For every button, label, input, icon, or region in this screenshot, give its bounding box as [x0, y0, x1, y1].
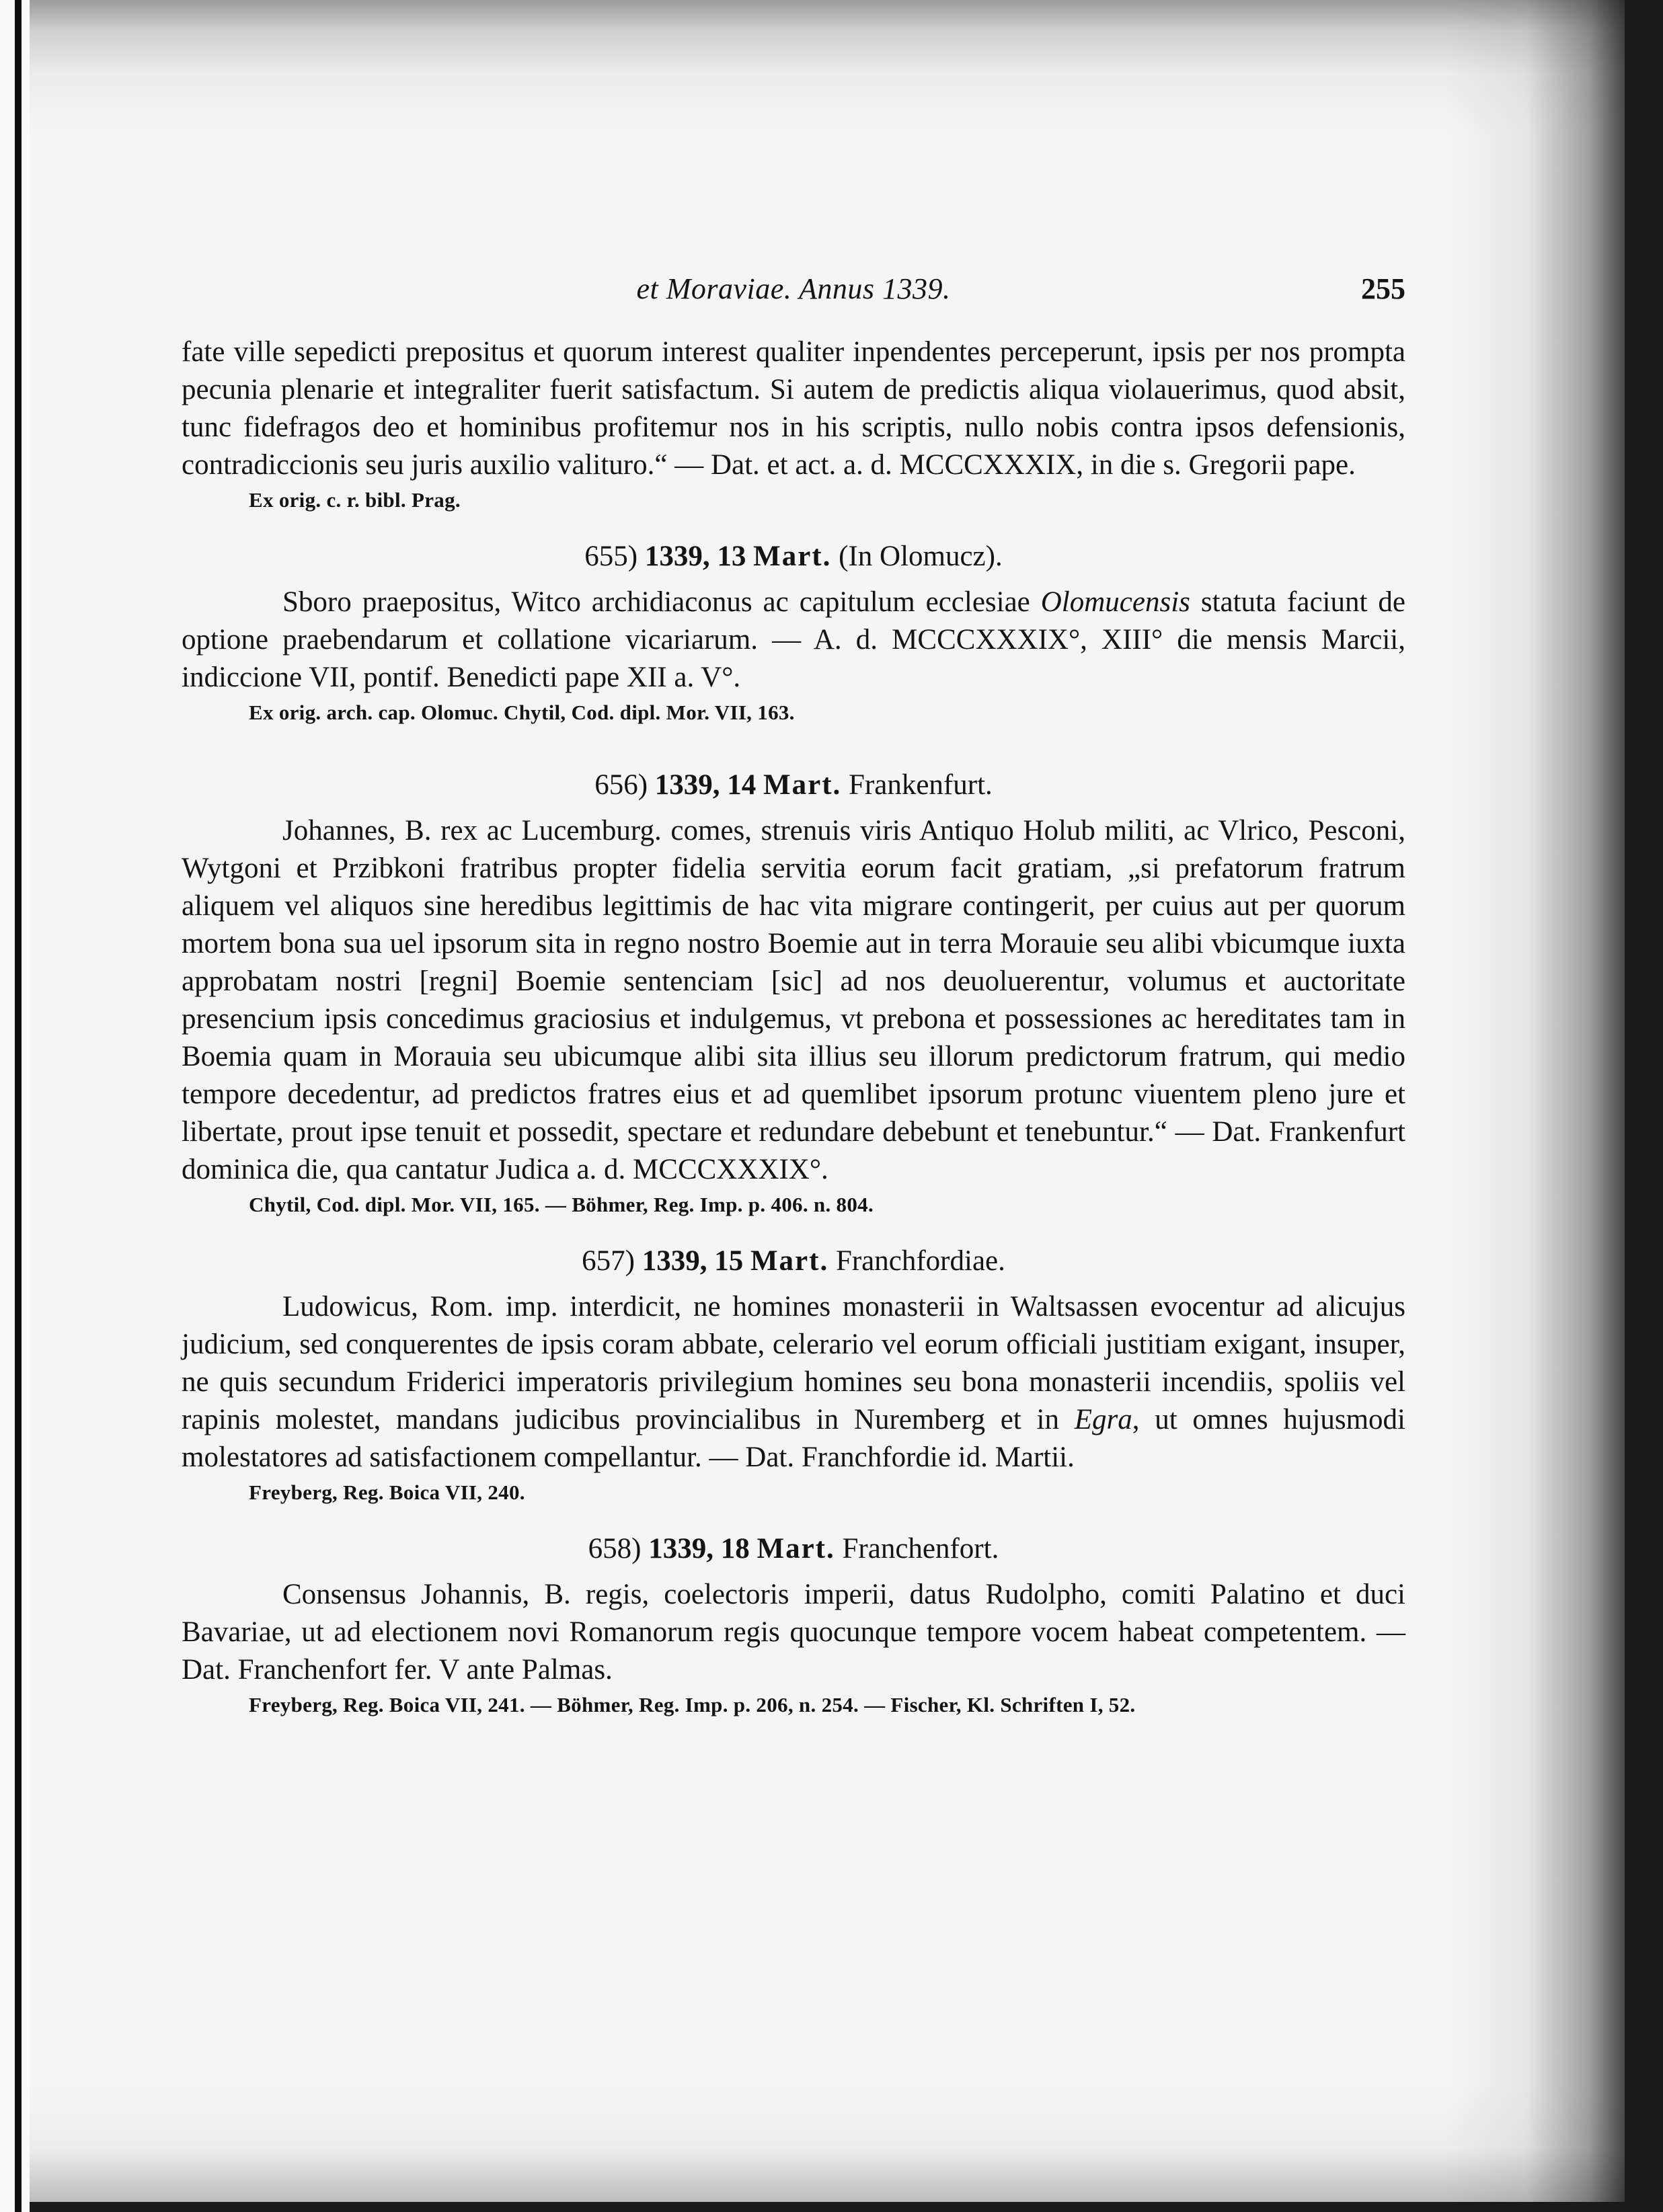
entry-place: (In Olomucz).	[839, 541, 1003, 572]
entry-text-part: Sboro praepositus, Witco archidiaconus ac capitulum ecclesiae	[282, 586, 1041, 618]
entry-text-part: Ludowicus, Rom. imp. interdicit, ne homines monasterii in Waltsassen evocentur ad alicujus judicium, sed conquerentes de ipsis coram abbate, celerario vel eorum officiali justitiam exigant, insuper, ne quis secundum Friderici imperatoris privilegium homines seu bona monasterii incendiis, spoliis vel rapinis molestet, mandans judicibus provincialibus in Nuremberg et in	[182, 1291, 1405, 1435]
scan-shadow-bottom	[30, 2148, 1625, 2202]
entry-heading	[182, 766, 1405, 804]
entry-source: Chytil, Cod. dipl. Mor. VII, 165. — Böhmer, Reg. Imp. p. 406. n. 804.	[249, 1193, 874, 1216]
running-head	[182, 269, 1405, 316]
entry-month: Mart.	[763, 769, 842, 801]
running-head-title: et Moraviae. Annus 1339.	[636, 272, 951, 305]
entry-month: Mart.	[757, 1533, 835, 1565]
entry-heading	[182, 538, 1405, 576]
entry-heading	[182, 1530, 1405, 1568]
entry-text-italic: Olomucensis	[1040, 586, 1190, 618]
entry-month: Mart.	[753, 541, 832, 572]
entry-text	[182, 1288, 1405, 1476]
entry-source: Ex orig. arch. cap. Olomuc. Chytil, Cod. dipl. Mor. VII, 163.	[249, 701, 795, 724]
entry-text	[182, 584, 1405, 697]
entry-number: 656)	[594, 769, 648, 801]
entry-text-part: , ut omnes hujusmodi molestatores ad satisfactionem compellantur. — Dat. Franchfordie id. Martii.	[182, 1404, 1405, 1473]
entry-place: Frankenfurt.	[849, 769, 993, 801]
entry-place: Franchenfort.	[842, 1533, 999, 1565]
entry-text: Consensus Johannis, B. regis, coelectoris imperii, datus Rudolpho, comiti Palatino et duci Bavariae, ut ad electionem novi Romanorum regis quocunque tempore vocem habeat competentem. — Dat. Franchenfort fer. V ante Palmas.	[182, 1579, 1405, 1686]
entry-date: 1339, 15	[642, 1245, 744, 1277]
entry-date: 1339, 18	[648, 1533, 750, 1565]
continuation-paragraph: fate ville sepedicti prepositus et quorum interest qualiter inpendentes perceperunt, ipsis per nos prompta pecunia plenarie et integraliter fuerit satisfactum. Si autem de predictis aliqua violauerimus, quod absit, tunc fidefragos deo et hominibus profitemur nos in his scriptis, nullo nobis contra ipsos defensionis, contradiccionis seu juris auxilio valituro.“ — Dat. et act. a. d. MCCCXXXIX, in die s. Gregorii pape.	[182, 336, 1405, 481]
entry-658	[182, 1530, 1405, 1720]
entry-heading	[182, 1242, 1405, 1280]
entry-657	[182, 1242, 1405, 1507]
entry-656	[182, 766, 1405, 1220]
entry-place: Franchfordiae.	[835, 1245, 1005, 1277]
continuation-source: Ex orig. c. r. bibl. Prag.	[249, 488, 461, 512]
entry-month: Mart.	[750, 1245, 829, 1277]
page-number: 255	[1361, 272, 1405, 305]
entry-date: 1339, 14	[654, 769, 757, 801]
entry-source: Freyberg, Reg. Boica VII, 240.	[249, 1480, 525, 1504]
scan-shadow-right	[1446, 0, 1625, 2202]
entry-text: Johannes, B. rex ac Lucemburg. comes, strenuis viris Antiquo Holub militi, ac Vlrico, Pesconi, Wytgoni et Przibkoni fratribus propter fidelia servitia eorum facit gratiam, „si prefatorum fratrum aliquem vel aliquos sine heredibus legittimis de hac vita migrare contingerit, per cuius aut per quorum mortem bona sua uel ipsorum sita in regno nostro Boemie aut in terra Morauie seu alibi vbicumque iuxta approbatam nostri [regni] Boemie sentenciam [sic] ad nos deuoluerentur, volumus et auctoritate presencium ipsis concedimus graciosius et indulgemus, vt prebona et possessiones ac hereditates tam in Boemia quam in Morauia seu ubicumque alibi sita illius seu illorum predictorum fratrum, qui medio tempore decedentur, ad predictos fratres eius et ad quemlibet ipsorum protunc viuentem pleno jure et libertate, prout ipse tenuit et possedit, spectare et redundare debebunt et tenebuntur.“ — Dat. Frankenfurt dominica die, qua cantatur Judica a. d. MCCCXXXIX°.	[182, 815, 1405, 1185]
entry-number: 658)	[588, 1533, 642, 1565]
entry-number: 655)	[584, 541, 638, 572]
entry-text-italic: Egra	[1074, 1404, 1132, 1435]
entry-date: 1339, 13	[644, 541, 746, 572]
scan-binding-edge	[15, 0, 22, 2212]
entry-number: 657)	[582, 1245, 635, 1277]
entry-text-part: statuta faciunt de optione praebendarum et collatione vicariarum. — A. d. MCCCXXXIX°, XIII° die mensis Marcii, indiccione VII, pontif. Benedicti pape XII a. V°.	[182, 586, 1405, 693]
entry-source: Freyberg, Reg. Boica VII, 241. — Böhmer, Reg. Imp. p. 206, n. 254. — Fischer, Kl. Schriften I, 52.	[249, 1693, 1136, 1716]
entry-655	[182, 538, 1405, 727]
page-content	[182, 333, 1405, 1720]
